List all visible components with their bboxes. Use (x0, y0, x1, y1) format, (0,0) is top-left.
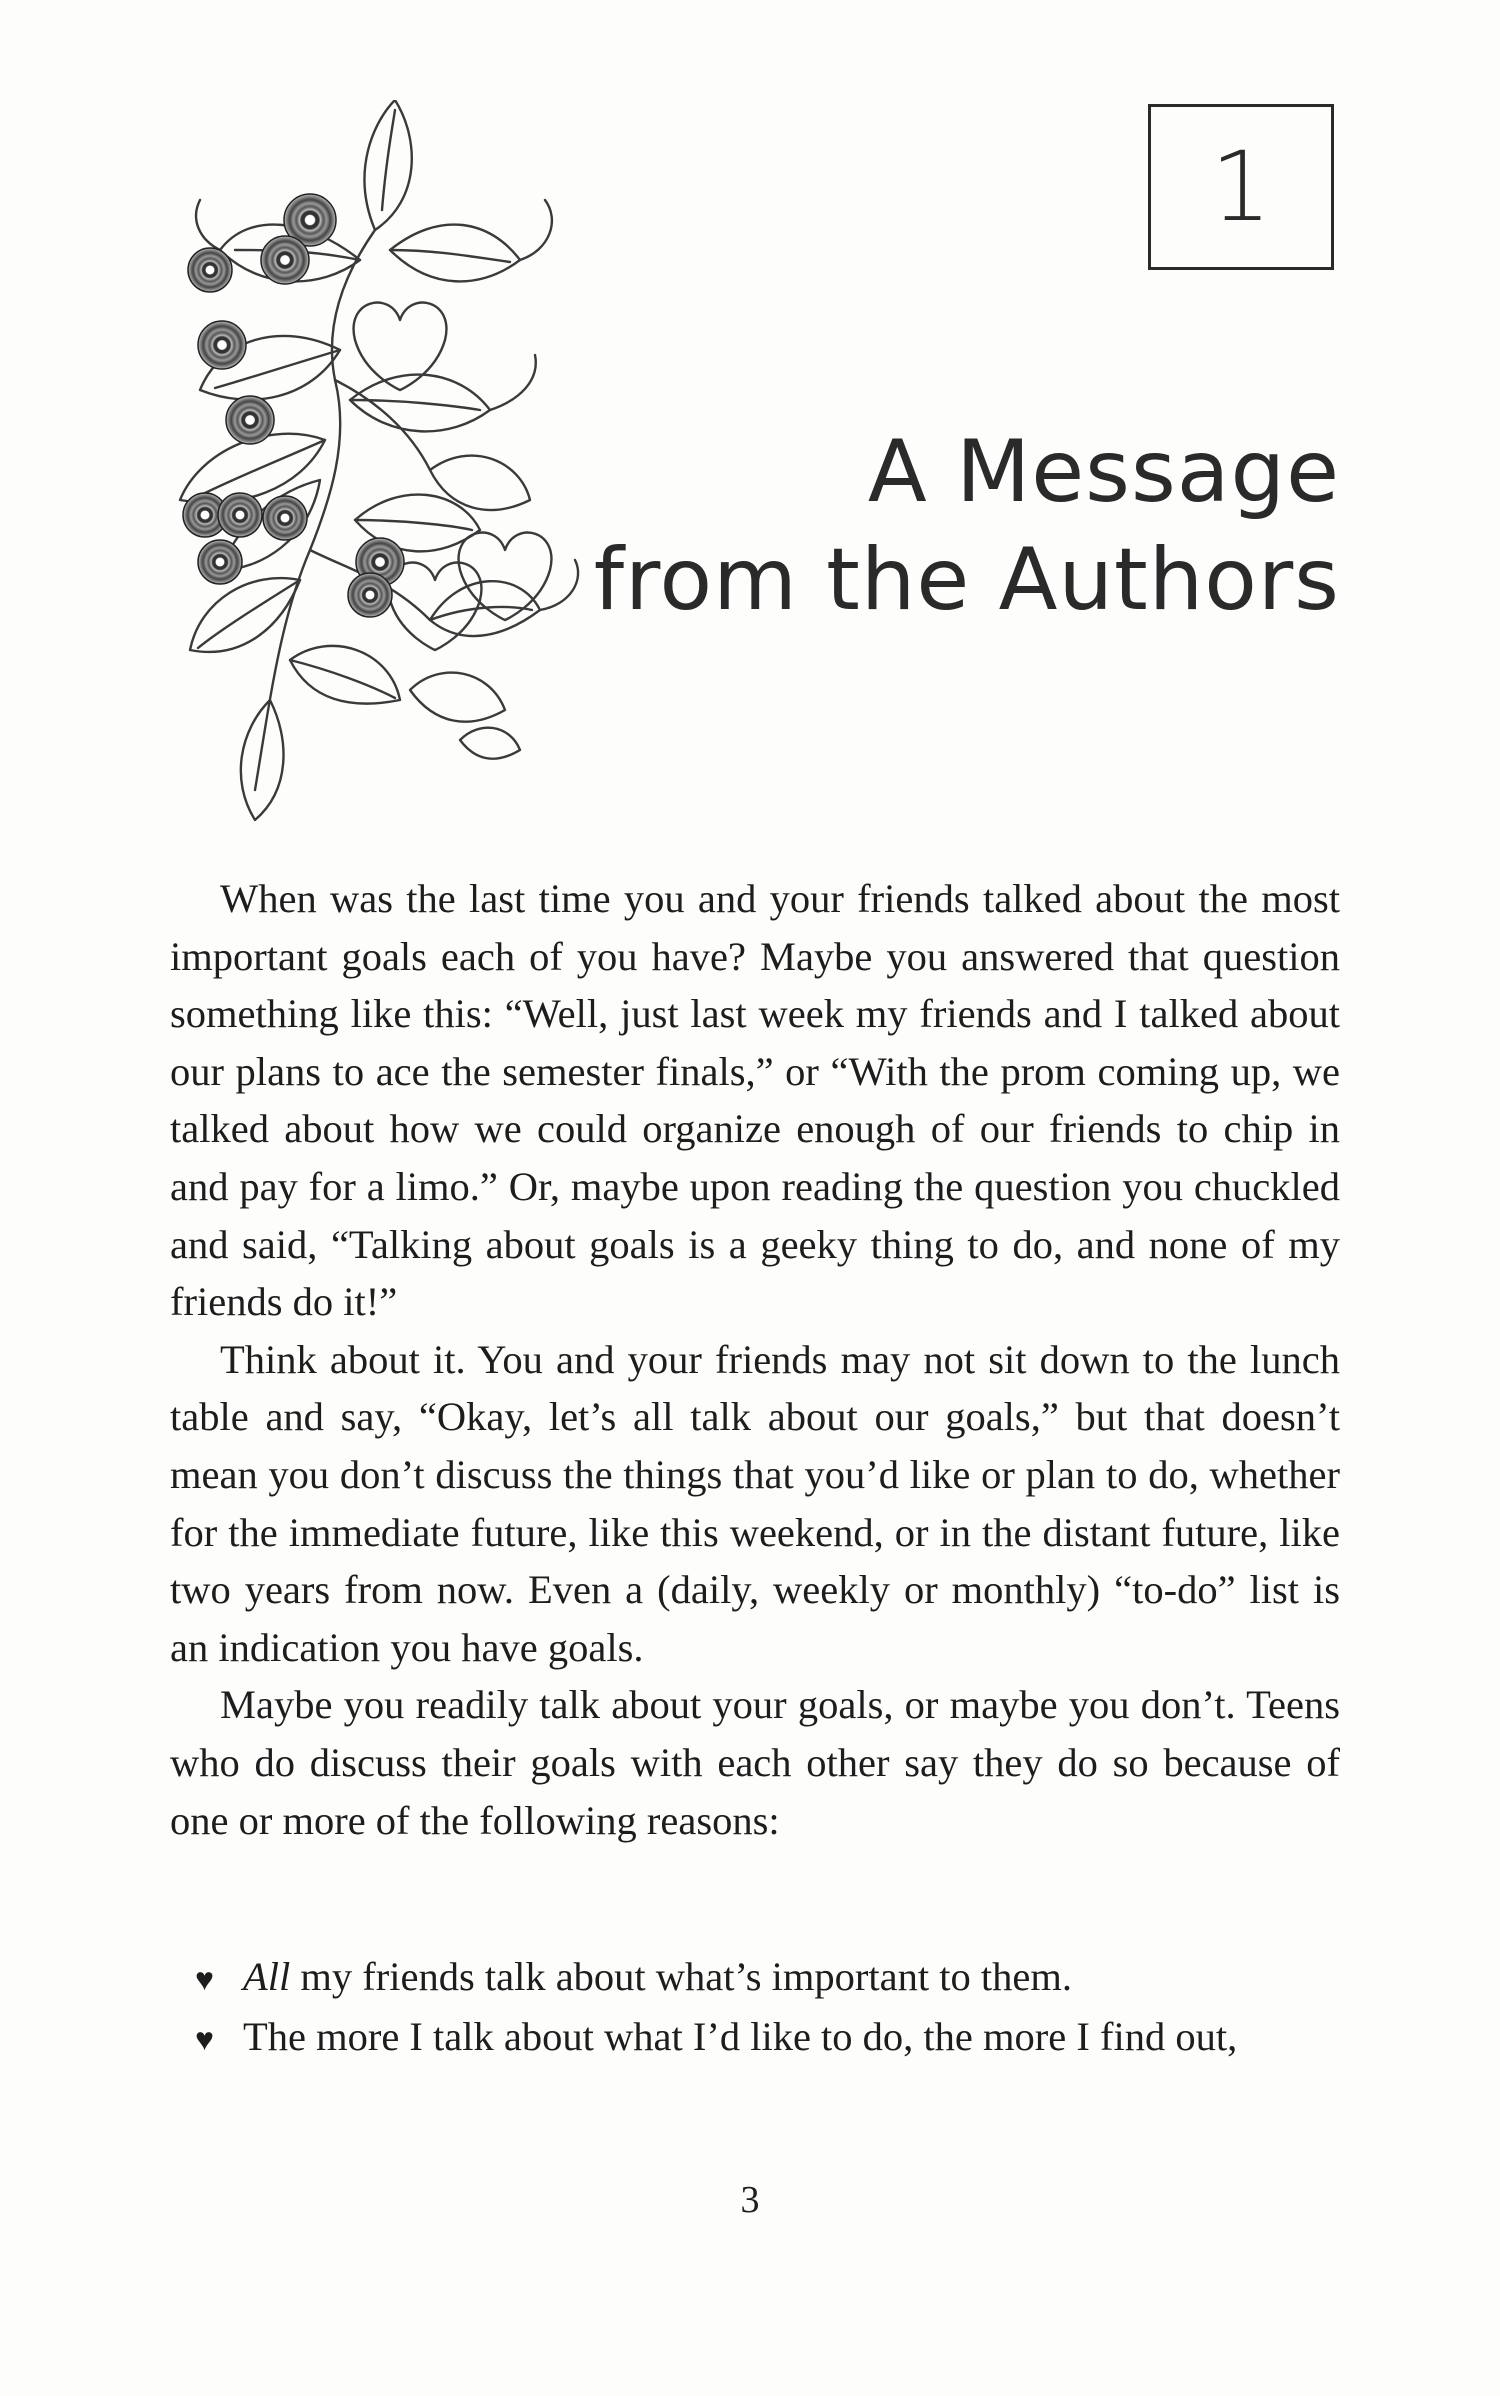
list-item (195, 2008, 1345, 2068)
chapter-number: 1 (1210, 131, 1272, 243)
list-item-rest: my friends talk about what’s important to them. (290, 1954, 1072, 1999)
paragraph-1: When was the last time you and your friends talked about the most important goals each of you have? Maybe you answered that question something like this: “Well, just last week my friends and I talked about our plans to ace the semester finals,” or “With the prom coming up, we talked about how we could organize enough of our friends to chip in and pay for a limo.” Or, maybe upon reading the question you chuckled and said, “Talking about goals is a geeky thing to do, and none of my friends do it!” (170, 876, 1340, 1325)
body-text (170, 870, 1340, 1849)
paragraph-3: Maybe you readily talk about your goals, or maybe you don’t. Teens who do discuss their goals with each other say they do so because of one or more of the following reasons: (170, 1682, 1340, 1843)
list-item-emphasis: All (243, 1954, 291, 1999)
heart-bullet-icon: ♥ (195, 2021, 214, 2057)
page-number: 3 (740, 2179, 760, 2221)
heart-bullet-icon: ♥ (195, 1961, 214, 1997)
chapter-title-line-1: A Message (867, 421, 1340, 522)
paragraph-2: Think about it. You and your friends may not sit down to the lunch table and say, “Okay, let’s all talk about our goals,” but that doesn’t mean you don’t discuss the things that you’d like or plan to do, whether for the immediate future, like this weekend, or in the distant future, like two years from now. Even a (daily, weekly or monthly) “to-do” list is an indication you have goals. (170, 1336, 1340, 1670)
list-item-rest: The more I talk about what I’d like to do, the more I find out, (243, 2014, 1238, 2059)
chapter-number-box (1148, 104, 1334, 270)
floral-vine-illustration-icon (160, 100, 600, 840)
chapter-title-line-2: from the Authors (593, 529, 1340, 630)
reasons-list (195, 1948, 1345, 2068)
list-item-text (243, 2008, 1237, 2066)
list-item (195, 1948, 1345, 2008)
chapter-title (580, 418, 1340, 634)
list-item-text (243, 1948, 1072, 2006)
